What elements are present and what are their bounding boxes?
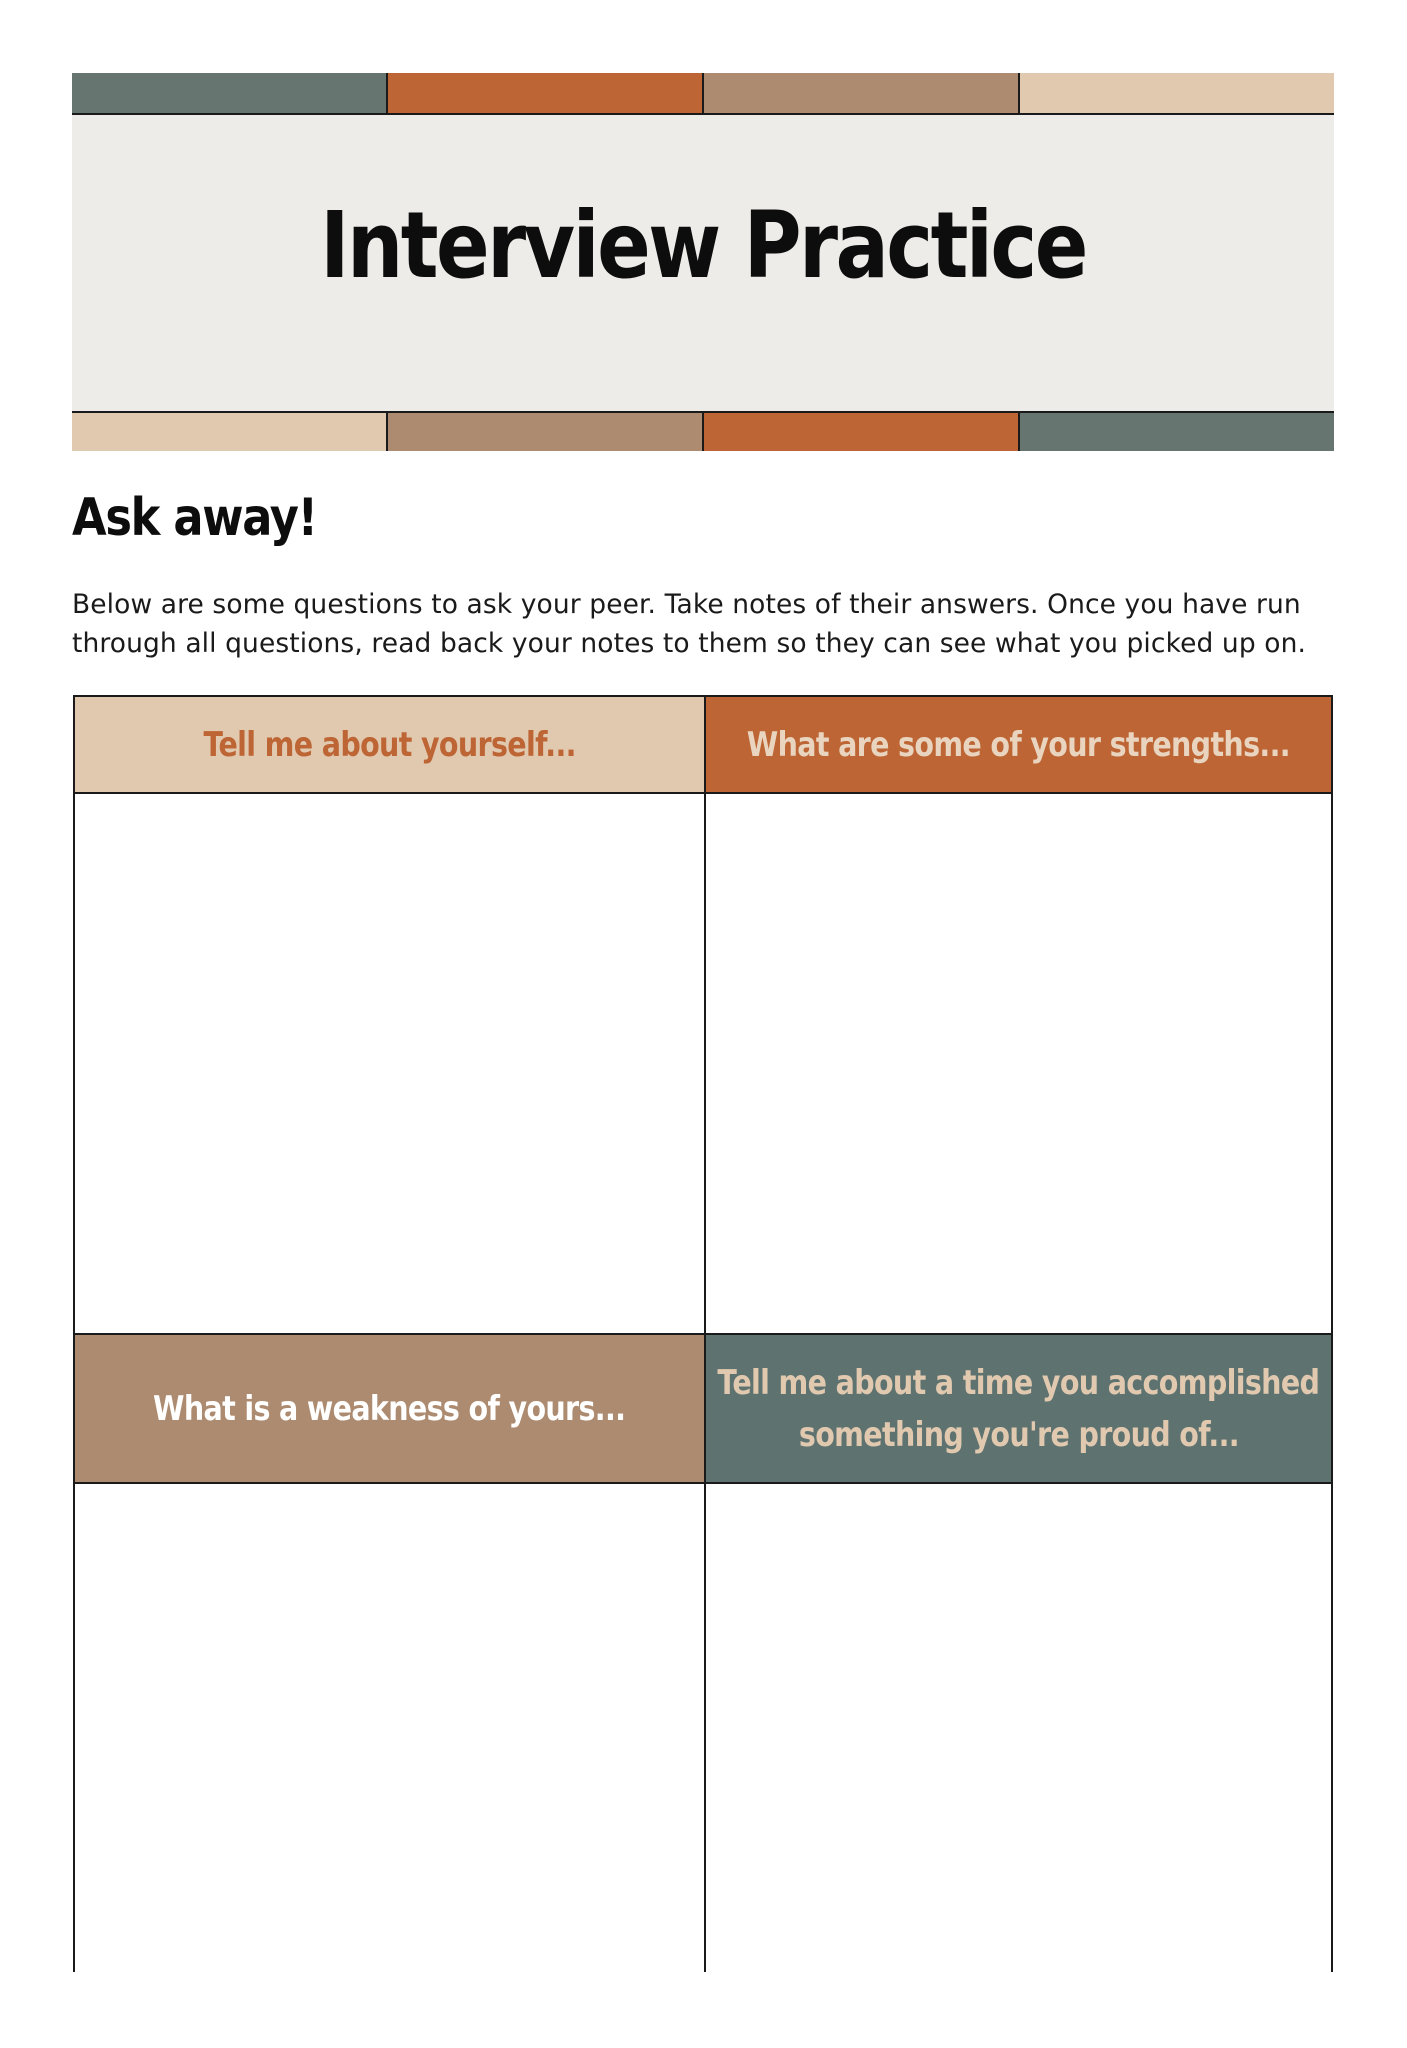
question-label-4-line-2: something you're proud of... xyxy=(798,1414,1239,1455)
answer-area-4[interactable] xyxy=(706,1484,1331,1972)
question-header-1 xyxy=(75,697,704,792)
stripe-top-2 xyxy=(386,73,702,113)
intro-line-1: Below are some questions to ask your peer. Take notes of their answers. Once you have run xyxy=(72,589,1301,620)
stripe-bottom-2 xyxy=(386,413,702,451)
stripe-top-3 xyxy=(702,73,1018,113)
stripe-bottom-3 xyxy=(702,413,1018,451)
answer-area-2[interactable] xyxy=(706,794,1331,1333)
header-stripes-top xyxy=(72,73,1334,115)
column-divider xyxy=(704,697,706,1972)
question-header-2 xyxy=(706,697,1331,792)
question-label-3: What is a weakness of yours... xyxy=(153,1388,626,1429)
question-label-1: Tell me about yourself... xyxy=(203,724,576,765)
question-header-3 xyxy=(75,1335,704,1482)
question-header-4 xyxy=(706,1335,1331,1482)
header-stripes-bottom xyxy=(72,411,1334,451)
stripe-top-4 xyxy=(1018,73,1334,113)
question-grid xyxy=(73,695,1333,1972)
question-label-4-line-1: Tell me about a time you accomplished xyxy=(717,1362,1320,1403)
page-title: Interview Practice xyxy=(320,192,1086,299)
stripe-bottom-4 xyxy=(1018,413,1334,451)
section-heading: Ask away! xyxy=(72,488,317,548)
intro-line-2: through all questions, read back your notes to them so they can see what you picked up on. xyxy=(72,628,1306,659)
question-label-2: What are some of your strengths... xyxy=(746,724,1291,765)
stripe-top-1 xyxy=(72,73,386,113)
intro-paragraph xyxy=(72,585,1342,663)
answer-area-3[interactable] xyxy=(75,1484,704,1972)
stripe-bottom-1 xyxy=(72,413,386,451)
answer-area-1[interactable] xyxy=(75,794,704,1333)
